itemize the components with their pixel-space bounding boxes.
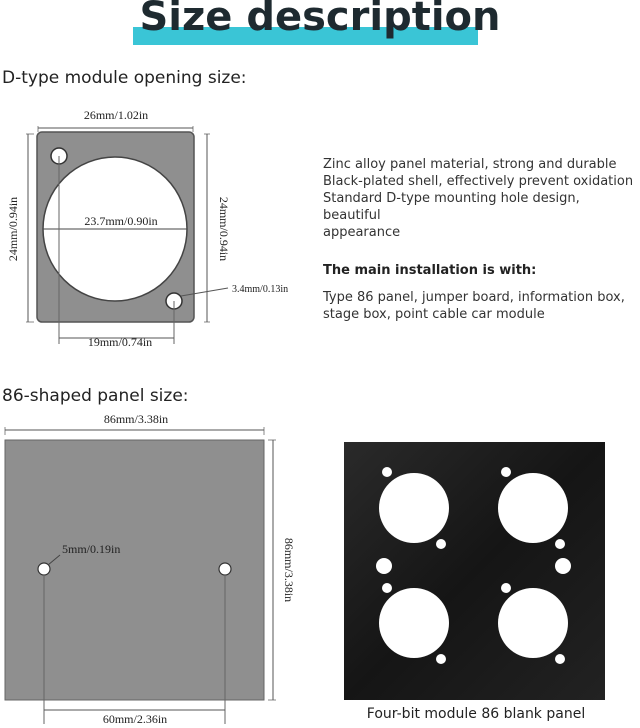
feature-line: Black-plated shell, effectively prevent oxidation [323, 174, 634, 189]
product-screw-hole [436, 539, 446, 549]
product-screw-hole [436, 654, 446, 664]
install-heading: The main installation is with: [323, 263, 537, 278]
install-description [323, 289, 640, 323]
dim-label-hole: 3.4mm/0.13in [232, 284, 289, 295]
install-line: Type 86 panel, jumper board, information box, [323, 290, 625, 305]
feature-line: Standard D-type mounting hole design, beautiful [323, 191, 580, 223]
product-image [340, 440, 612, 702]
feature-description [323, 156, 640, 241]
dim-label-top: 86mm/3.38in [103, 412, 169, 426]
dim-label-right: 24mm/0.94in [217, 196, 231, 262]
product-screw-hole [382, 467, 392, 477]
install-line: stage box, point cable car module [323, 307, 545, 322]
product-mount-hole-right [555, 558, 571, 574]
feature-line: appearance [323, 225, 401, 240]
product-screw-hole [501, 583, 511, 593]
panel-hole-right [219, 563, 231, 575]
product-opening-4 [498, 588, 568, 658]
dtype-diagram [0, 100, 310, 360]
dim-label-right: 86mm/3.38in [282, 537, 296, 603]
panel-diagram [0, 408, 305, 728]
product-caption: Four-bit module 86 blank panel [366, 706, 586, 722]
page-title: Size description [139, 0, 501, 40]
product-opening-3 [379, 588, 449, 658]
feature-line: Zinc alloy panel material, strong and durable [323, 157, 617, 172]
dtype-heading: D-type module opening size: [2, 68, 247, 88]
dim-label-bottom: 60mm/2.36in [102, 712, 168, 726]
dim-label-hole: 5mm/0.19in [62, 542, 121, 556]
dim-label-circle: 23.7mm/0.90in [84, 214, 158, 228]
product-screw-hole [501, 467, 511, 477]
product-screw-hole [382, 583, 392, 593]
dim-label-bottom: 19mm/0.74in [87, 335, 153, 349]
product-screw-hole [555, 654, 565, 664]
product-mount-hole-left [376, 558, 392, 574]
dim-label-top: 26mm/1.02in [83, 108, 149, 122]
product-screw-hole [555, 539, 565, 549]
panel-heading: 86-shaped panel size: [2, 386, 189, 406]
product-opening-2 [498, 473, 568, 543]
product-opening-1 [379, 473, 449, 543]
dim-label-left: 24mm/0.94in [6, 196, 20, 262]
